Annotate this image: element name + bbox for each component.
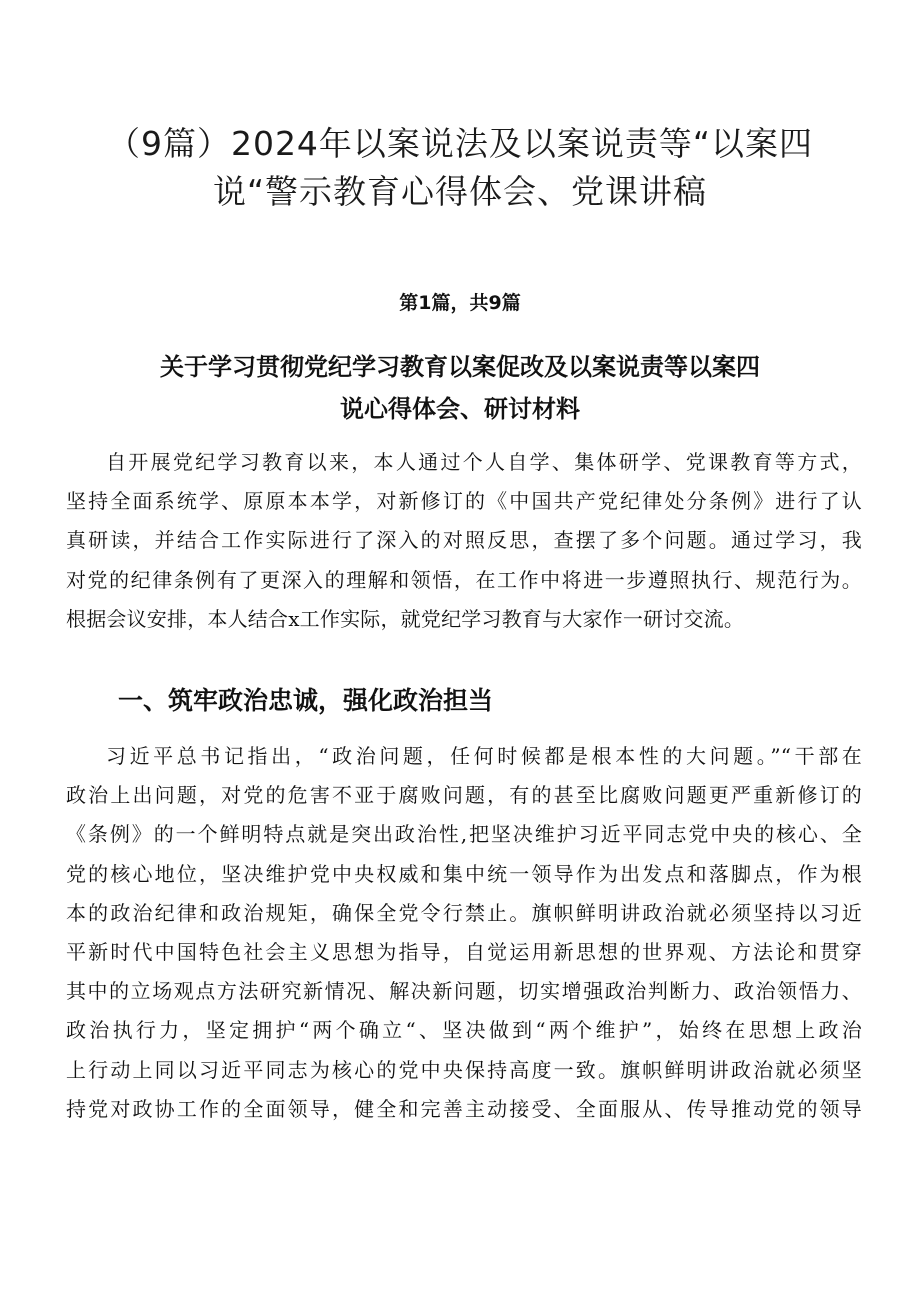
paragraph-intro bbox=[66, 443, 862, 639]
title-line: （9篇）2024年以案说法及以案说责等“以案四 bbox=[106, 124, 814, 163]
paragraph-line: 其中的立场观点方法研究新情况、解决新问题，切实增强政治判断力、政治领悟力、 bbox=[66, 979, 862, 1004]
paragraph-line: 上行动上同以习近平同志为核心的党中央保持高度一致。旗帜鲜明讲政治就必须坚 bbox=[66, 1057, 862, 1082]
paragraph-line: 政治执行力，坚定拥护“两个确立“、坚决做到“两个维护”，始终在思想上政治 bbox=[66, 1018, 862, 1043]
paragraph-line: 根据会议安排，本人结合x工作实际，就党纪学习教育与大家作一研讨交流。 bbox=[66, 606, 745, 631]
paragraph-body bbox=[66, 737, 862, 1129]
article-title-line: 关于学习贯彻党纪学习教育以案促改及以案说责等以案四 bbox=[160, 353, 760, 381]
paragraph-line: 自开展党纪学习教育以来，本人通过个人自学、集体研学、党课教育等方式， bbox=[106, 450, 862, 474]
paragraph-line: 对党的纪律条例有了更深入的理解和领悟，在工作中将进一步遵照执行、规范行为。 bbox=[66, 567, 862, 592]
paragraph-line: 坚持全面系统学、原原本本学，对新修订的《中国共产党纪律处分条例》进行了认 bbox=[66, 489, 862, 514]
section-heading: 一、筑牢政治忠诚，强化政治担当 bbox=[118, 686, 494, 715]
paragraph-line: 平新时代中国特色社会主义思想为指导，自觉运用新思想的世界观、方法论和贯穿 bbox=[66, 940, 862, 965]
article-title-line: 说心得体会、研讨材料 bbox=[340, 395, 580, 423]
paragraph-line: 本的政治纪律和政治规矩，确保全党令行禁止。旗帜鲜明讲政治就必须坚持以习近 bbox=[66, 900, 862, 925]
paragraph-line: 真研读，并结合工作实际进行了深入的对照反思，查摆了多个问题。通过学习，我 bbox=[66, 528, 862, 553]
paragraph-line: 政治上出问题，对党的危害不亚于腐败问题，有的甚至比腐败问题更严重新修订的 bbox=[66, 783, 862, 808]
article-title bbox=[80, 346, 840, 430]
paragraph-line: 《条例》的一个鲜明特点就是突出政治性,把坚决维护习近平同志党中央的核心、全 bbox=[66, 822, 862, 847]
document-title bbox=[60, 120, 860, 216]
paragraph-line: 持党对政协工作的全面领导，健全和完善主动接受、全面服从、传导推动党的领导 bbox=[66, 1096, 862, 1121]
section-count: 第1篇，共9篇 bbox=[399, 292, 521, 314]
paragraph-line: 党的核心地位，坚决维护党中央权威和集中统一领导作为出发点和落脚点，作为根 bbox=[66, 861, 862, 886]
title-line: 说“警示教育心得体会、党课讲稿 bbox=[212, 172, 708, 211]
paragraph-line: 习近平总书记指出，“政治问题，任何时候都是根本性的大问题。”“干部在 bbox=[106, 744, 862, 768]
